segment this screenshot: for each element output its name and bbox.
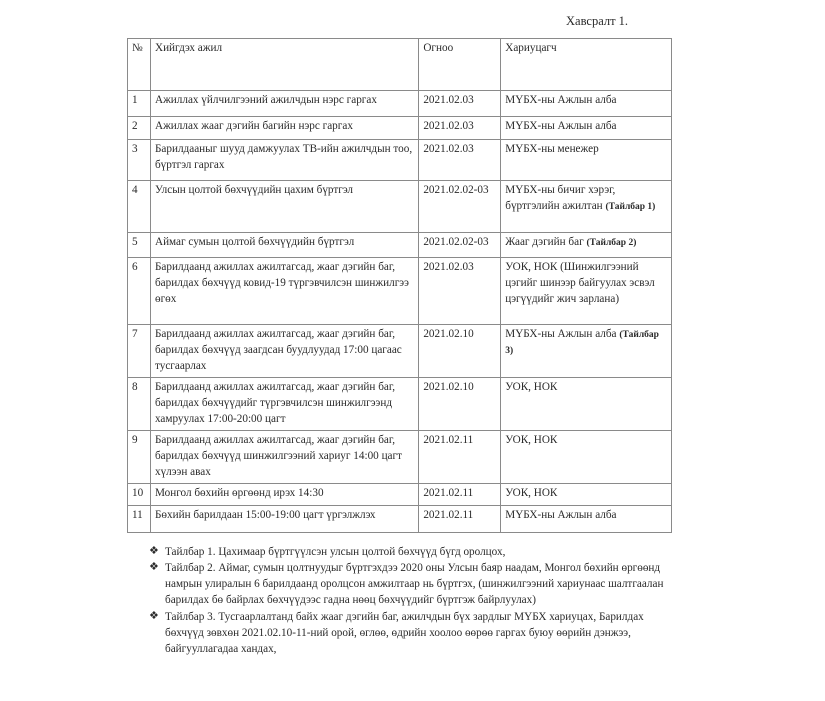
row-task: Барилдаанд ажиллах ажилтагсад, жааг дэгийн баг, барилдах бөхчүүд ковид-19 түргэвчилсэн шинжилгээ өгөх bbox=[150, 258, 418, 325]
row-responsible bbox=[501, 117, 672, 140]
row-date: 2021.02.02-03 bbox=[419, 233, 501, 258]
row-date: 2021.02.03 bbox=[419, 117, 501, 140]
row-task: Барилдаанд ажиллах ажилтагсад, жааг дэгийн баг, барилдах бөхчүүд заагдсан буудлуудад 17:00 цагаас тусгаарлах bbox=[150, 325, 418, 378]
row-number: 11 bbox=[128, 505, 151, 532]
responsible-text: УОК, НОК bbox=[505, 486, 558, 499]
responsible-text: УОК, НОК (Шинжилгээний цэгийг шинээр байгуулах эсвэл цэгүүдийг жич зарлана) bbox=[505, 261, 655, 305]
row-responsible bbox=[501, 181, 672, 233]
row-task: Барилдаанд ажиллах ажилтагсад, жааг дэгийн баг, барилдах бөхчүүд шинжилгээний хариуг 14:00 цагт хүлээн авах bbox=[150, 430, 418, 483]
responsible-text: МҮБХ-ны Ажлын алба bbox=[505, 328, 617, 340]
row-task: Ажиллах үйлчилгээний ажилчдын нэрс гаргах bbox=[150, 91, 418, 117]
row-task: Ажиллах жааг дэгийн багийн нэрс гаргах bbox=[150, 117, 418, 140]
note-reference: (Тайлбар 1) bbox=[605, 201, 656, 212]
row-number: 8 bbox=[128, 377, 151, 430]
row-number: 1 bbox=[128, 91, 151, 117]
note-item bbox=[149, 560, 669, 608]
row-task: Аймаг сумын цолтой бөхчүүдийн бүртгэл bbox=[150, 233, 418, 258]
responsible-text: МҮБХ-ны менежер bbox=[505, 143, 599, 155]
diamond-bullet-icon: ❖ bbox=[149, 561, 159, 574]
schedule-table bbox=[127, 38, 672, 533]
note-reference: (Тайлбар 2) bbox=[586, 238, 637, 248]
responsible-text: МҮБХ-ны Ажлын алба bbox=[505, 120, 617, 132]
row-date: 2021.02.02-03 bbox=[419, 181, 501, 233]
row-number: 5 bbox=[128, 233, 151, 258]
row-number: 10 bbox=[128, 483, 151, 505]
appendix-label: Хавсралт 1. bbox=[566, 14, 629, 28]
row-task: Улсын цолтой бөхчүүдийн цахим бүртгэл bbox=[150, 181, 418, 233]
table-row bbox=[128, 325, 672, 378]
row-responsible bbox=[501, 233, 672, 258]
table-row bbox=[128, 91, 672, 117]
note-item bbox=[149, 544, 669, 560]
table-row bbox=[128, 117, 672, 140]
row-responsible bbox=[501, 483, 672, 505]
note-text: Тайлбар 1. Цахимаар бүртгүүлсэн улсын цолтой бөхчүүд бүгд оролцох, bbox=[165, 546, 506, 558]
row-date: 2021.02.03 bbox=[419, 91, 501, 117]
row-responsible bbox=[501, 377, 672, 430]
header-task: Хийгдэх ажил bbox=[150, 39, 418, 91]
row-date: 2021.02.11 bbox=[419, 483, 501, 505]
row-responsible bbox=[501, 325, 672, 378]
table-row bbox=[128, 140, 672, 181]
table-row bbox=[128, 505, 672, 532]
responsible-text: УОК, НОК bbox=[505, 433, 558, 446]
row-date: 2021.02.03 bbox=[419, 258, 501, 325]
row-number: 9 bbox=[128, 430, 151, 483]
header-date: Огноо bbox=[419, 39, 501, 91]
table-row bbox=[128, 258, 672, 325]
note-text: Тайлбар 2. Аймаг, сумын цолтнуудыг бүртгэхдээ 2020 оны Улсын баяр наадам, Монгол бөхийн өргөөнд намрын улиралын 6 барилдаанд оролцсон амжилтаар нь бүртгэх, (шинжилгээний хариунаас шалтгаалан барилдах бө байрлах бөхчүүдээс гадна нөөц бөхчүүдийг бүртгэж байрлуулах) bbox=[165, 562, 664, 607]
responsible-text: МҮБХ-ны Ажлын алба bbox=[505, 508, 617, 521]
diamond-bullet-icon: ❖ bbox=[149, 609, 159, 622]
row-task: Барилдаанд ажиллах ажилтагсад, жааг дэгийн баг, барилдах бөхчүүдийг түргэвчилсэн шинжилгээнд хамруулах 17:00-20:00 цагт bbox=[150, 377, 418, 430]
responsible-text: Жааг дэгийн баг bbox=[505, 236, 584, 248]
row-responsible bbox=[501, 140, 672, 181]
row-task: Бөхийн барилдаан 15:00-19:00 цагт үргэлжлэх bbox=[150, 505, 418, 532]
note-reference: (Тайлбар 3) bbox=[505, 330, 659, 356]
responsible-text: УОК, НОК bbox=[505, 380, 558, 393]
row-number: 4 bbox=[128, 181, 151, 233]
row-responsible bbox=[501, 430, 672, 483]
table-row bbox=[128, 483, 672, 505]
row-number: 6 bbox=[128, 258, 151, 325]
table-header-row bbox=[128, 39, 672, 91]
row-number: 7 bbox=[128, 325, 151, 378]
row-responsible bbox=[501, 91, 672, 117]
row-date: 2021.02.10 bbox=[419, 377, 501, 430]
table-row bbox=[128, 181, 672, 233]
diamond-bullet-icon: ❖ bbox=[149, 545, 159, 557]
header-responsible: Хариуцагч bbox=[501, 39, 672, 91]
row-responsible bbox=[501, 258, 672, 325]
notes-list bbox=[149, 544, 669, 657]
table-row bbox=[128, 233, 672, 258]
responsible-text: МҮБХ-ны бичиг хэрэг, бүртгэлийн ажилтан bbox=[505, 184, 616, 212]
row-task: Барилдааныг шууд дамжуулах ТВ-ийн ажилчдын тоо, бүртгэл гаргах bbox=[150, 140, 418, 181]
row-date: 2021.02.10 bbox=[419, 325, 501, 378]
row-date: 2021.02.11 bbox=[419, 430, 501, 483]
note-text: Тайлбар 3. Тусгаарлалтанд байх жааг дэгийн баг, ажилчдын бүх зардлыг МҮБХ хариуцах, Барилдах бөхчүүд зөвхөн 2021.02.10-11-ний орой, өглөө, өдрийн хоолоо өөрөө гаргах буюу өөрийн дэнжээ, байгууллагадаа хандах, bbox=[165, 610, 644, 655]
header-no: № bbox=[128, 39, 151, 91]
row-task: Монгол бөхийн өргөөнд ирэх 14:30 bbox=[150, 483, 418, 505]
row-number: 3 bbox=[128, 140, 151, 181]
note-item bbox=[149, 609, 669, 657]
row-date: 2021.02.11 bbox=[419, 505, 501, 532]
row-number: 2 bbox=[128, 117, 151, 140]
responsible-text: МҮБХ-ны Ажлын алба bbox=[505, 94, 617, 106]
row-date: 2021.02.03 bbox=[419, 140, 501, 181]
row-responsible bbox=[501, 505, 672, 532]
table-row bbox=[128, 377, 672, 430]
table-row bbox=[128, 430, 672, 483]
